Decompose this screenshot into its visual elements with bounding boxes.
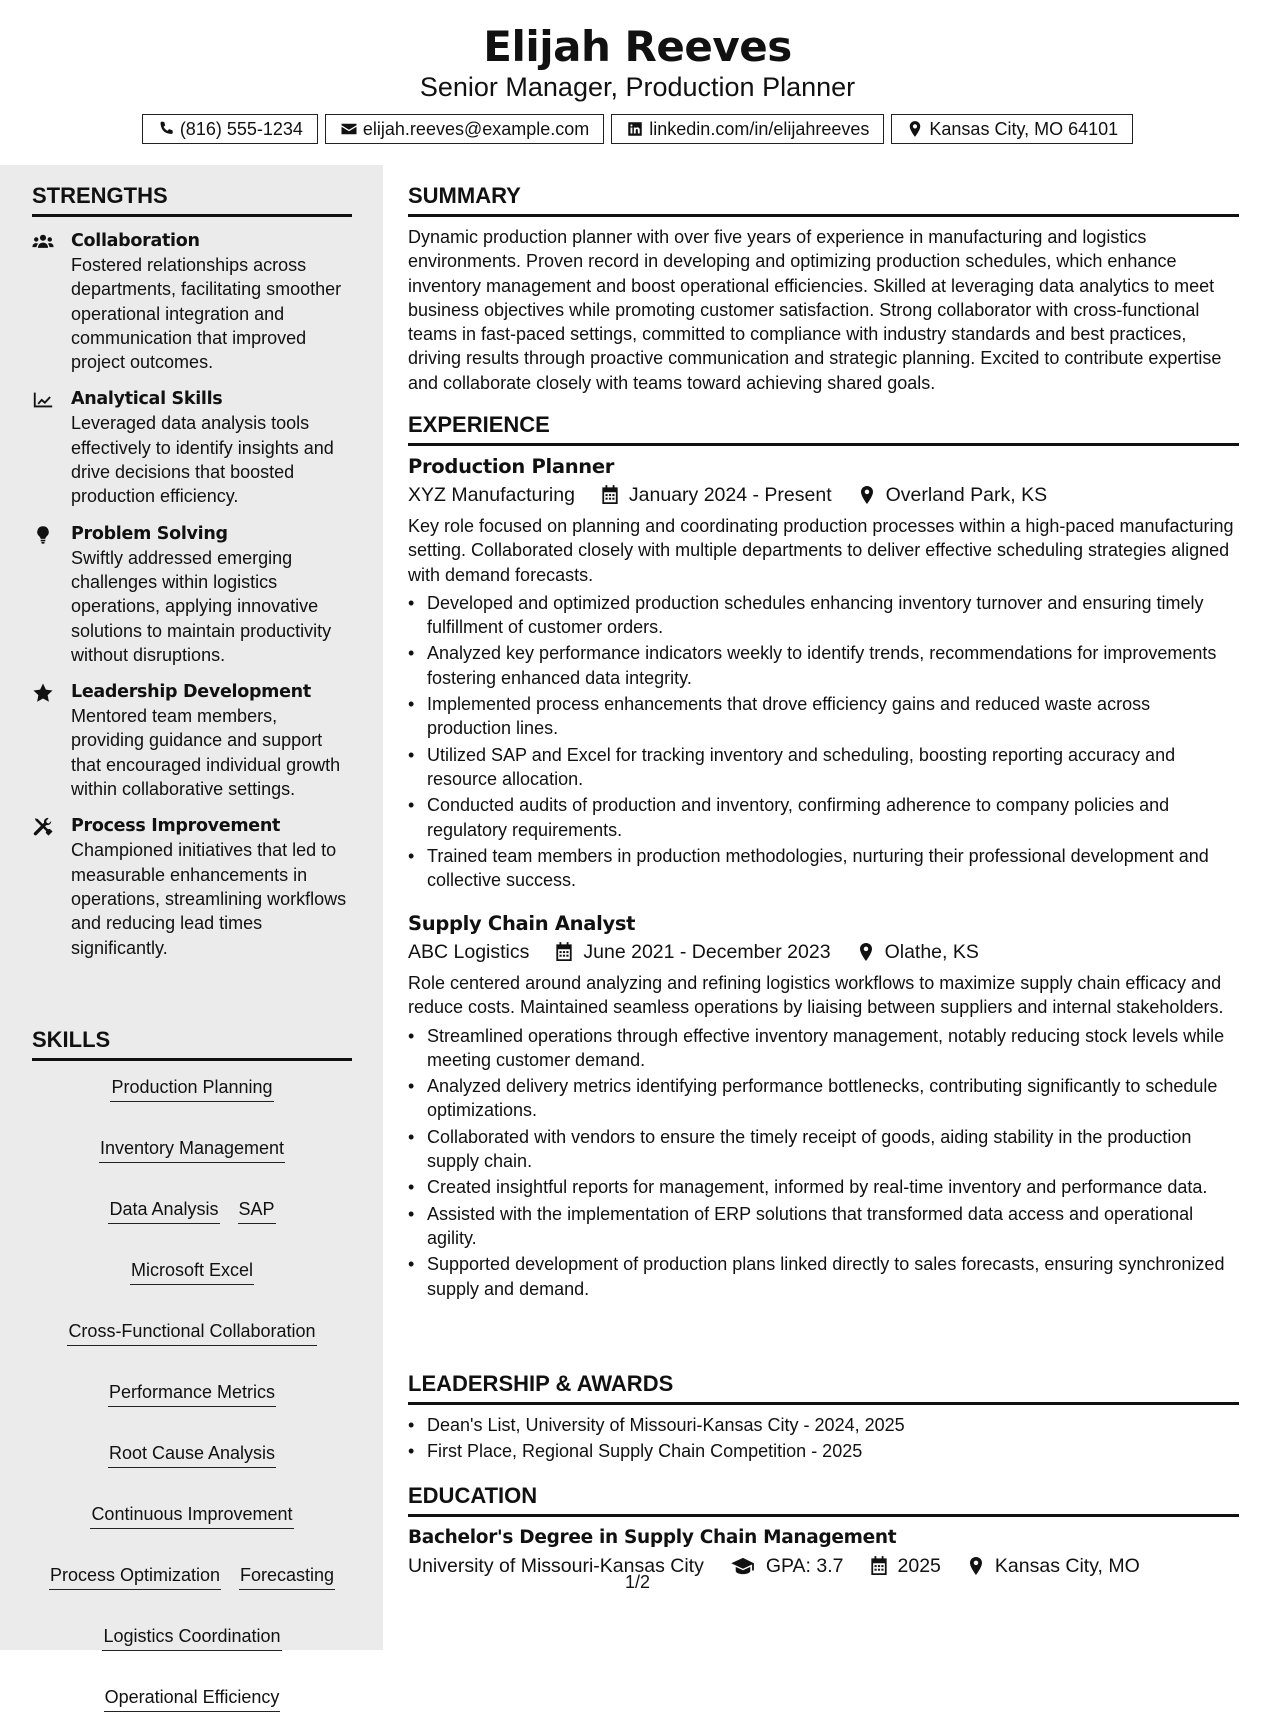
job-bullet: • Conducted audits of production and inventory, confirming adherence to company policies and regulatory requirements. xyxy=(408,793,1239,842)
job-bullet: • Developed and optimized production schedules enhancing inventory turnover and ensuring timely fulfillment of customer orders. xyxy=(408,591,1239,640)
contact-bar xyxy=(0,114,1275,144)
strength-item xyxy=(32,680,352,801)
skill-tag: Data Analysis xyxy=(108,1197,219,1224)
contact-email-text: elijah.reeves@example.com xyxy=(362,118,590,139)
graduation-year: 2025 xyxy=(897,1555,941,1577)
job-bullet: • Implemented process enhancements that drove efficiency gains and reduced waste across production lines. xyxy=(408,692,1239,741)
strength-item xyxy=(32,522,352,667)
job-dates: January 2024 - Present xyxy=(628,484,832,506)
job-company: ABC Logistics xyxy=(408,941,530,963)
skill-tag: Inventory Management xyxy=(99,1136,285,1163)
job-bullet: • Collaborated with vendors to ensure the timely receipt of goods, aiding stability in the production supply chain. xyxy=(408,1125,1239,1174)
job-bullet: • Trained team members in production methodologies, nurturing their professional development and collective success. xyxy=(408,844,1239,893)
education-section xyxy=(408,1483,1239,1581)
education-location: Kansas City, MO xyxy=(994,1555,1140,1577)
strength-description: Mentored team members, providing guidance and support that encouraged individual growth within collaborative settings. xyxy=(71,706,341,800)
awards-section xyxy=(408,1371,1239,1466)
job-entry xyxy=(408,911,1239,1303)
summary-heading: SUMMARY xyxy=(408,183,1239,217)
resume-header xyxy=(0,0,1275,165)
lightbulb-icon xyxy=(32,525,56,545)
skill-tag: Performance Metrics xyxy=(108,1380,276,1407)
contact-linkedin-text: linkedin.com/in/elijahreeves xyxy=(649,118,870,139)
job-description: Role centered around analyzing and refining logistics workflows to maximize supply chain efficacy and reduce costs. Maintained seamless operations by liaising between suppliers and internal stakeholders. xyxy=(408,973,1224,1018)
strength-item xyxy=(32,814,352,959)
experience-section xyxy=(408,412,1239,894)
strengths-heading: STRENGTHS xyxy=(32,183,352,217)
job-title: Supply Chain Analyst xyxy=(408,912,636,935)
strength-title: Process Improvement xyxy=(71,816,281,837)
job-bullet: • Utilized SAP and Excel for tracking inventory and scheduling, boosting reporting accuracy and resource allocation. xyxy=(408,743,1239,792)
skill-tag: Production Planning xyxy=(110,1075,273,1102)
job-bullet: • Supported development of production plans linked directly to sales forecasts, ensuring synchronized supply and demand. xyxy=(408,1252,1239,1301)
skill-tag: Logistics Coordination xyxy=(102,1624,281,1651)
experience-heading: EXPERIENCE xyxy=(408,412,1239,446)
job-bullets xyxy=(408,1024,1239,1301)
skill-tag: Process Optimization xyxy=(49,1563,221,1590)
job-company: XYZ Manufacturing xyxy=(408,484,575,506)
summary-text: Dynamic production planner with over five years of experience in manufacturing and logistics environments. Proven record in developing and optimizing production schedules, which enhance inventory management and boost operational efficiencies. Skilled at leveraging data analytics to meet business objectives while promoting customer satisfaction. Strong collaborator with cross-functional teams in fast-paced settings, committed to compliance with industry standards and best practices, driving results through proactive communication and strategic planning. Excited to contribute expertise and collaborate closely with teams toward achieving shared goals. xyxy=(408,227,1222,393)
strength-description: Swiftly addressed emerging challenges within logistics operations, applying innovative solutions to maintain productivity without disruptions. xyxy=(71,547,332,665)
job-bullet: • Analyzed delivery metrics identifying performance bottlenecks, contributing significantly to schedule optimizations. xyxy=(408,1074,1239,1123)
skill-tag: Operational Efficiency xyxy=(104,1685,281,1712)
job-entry xyxy=(408,454,1239,892)
star-icon xyxy=(32,683,56,703)
users-icon xyxy=(32,232,56,252)
school-name: University of Missouri-Kansas City xyxy=(408,1555,704,1577)
envelope-icon xyxy=(340,120,358,138)
strength-description: Championed initiatives that led to measurable enhancements in operations, streamlining workflows and reducing lead times significantly. xyxy=(71,840,347,958)
sidebar xyxy=(0,165,383,1707)
job-bullet: • Analyzed key performance indicators weekly to identify trends, recommendations for improvements fostering enhanced data integrity. xyxy=(408,641,1239,690)
strength-description: Fostered relationships across departments, facilitating smoother operational integration and communication that improved project outcomes. xyxy=(71,255,342,373)
map-marker-icon xyxy=(858,485,876,505)
calendar-icon xyxy=(555,942,573,962)
strength-item xyxy=(32,229,352,374)
job-bullets xyxy=(408,591,1239,893)
job-location: Overland Park, KS xyxy=(885,484,1048,506)
degree-title: Bachelor's Degree in Supply Chain Management xyxy=(408,1527,897,1548)
chart-line-icon xyxy=(32,390,56,410)
strength-description: Leveraged data analysis tools effectively to identify insights and drive decisions that boosted production efficiency. xyxy=(71,413,334,507)
map-marker-icon xyxy=(857,942,875,962)
job-meta xyxy=(408,480,1239,510)
job-meta xyxy=(408,937,1239,967)
strength-title: Problem Solving xyxy=(71,523,228,544)
contact-email[interactable] xyxy=(325,114,604,144)
job-bullet: • Assisted with the implementation of ERP solutions that transformed data access and operational agility. xyxy=(408,1202,1239,1251)
job-bullet: • Streamlined operations through effective inventory management, notably reducing stock levels while meeting customer demand. xyxy=(408,1024,1239,1073)
awards-list xyxy=(408,1413,1239,1464)
skill-tag: Root Cause Analysis xyxy=(108,1441,276,1468)
skill-tag: Continuous Improvement xyxy=(90,1502,293,1529)
calendar-icon xyxy=(601,485,619,505)
strength-item xyxy=(32,387,352,508)
job-location: Olathe, KS xyxy=(884,941,979,963)
contact-location-text: Kansas City, MO 64101 xyxy=(929,118,1119,139)
contact-phone[interactable] xyxy=(142,114,318,144)
skills-list xyxy=(32,1061,352,1712)
gpa-text: GPA: 3.7 xyxy=(765,1555,844,1577)
skills-section xyxy=(32,1027,352,1712)
skill-tag: Cross-Functional Collaboration xyxy=(67,1319,316,1346)
strength-title: Leadership Development xyxy=(71,682,311,703)
education-heading: EDUCATION xyxy=(408,1483,1239,1517)
tools-icon xyxy=(32,817,56,837)
candidate-title: Senior Manager, Production Planner xyxy=(419,72,856,102)
skill-tag: Forecasting xyxy=(239,1563,335,1590)
summary-section xyxy=(408,183,1239,395)
contact-phone-text: (816) 555-1234 xyxy=(179,118,303,139)
job-title: Production Planner xyxy=(408,455,615,478)
page-number: 1/2 xyxy=(624,1572,651,1592)
contact-linkedin[interactable] xyxy=(611,114,884,144)
job-bullet: • Created insightful reports for management, informed by real-time inventory and performance data. xyxy=(408,1175,1239,1199)
strength-title: Collaboration xyxy=(71,231,200,251)
strengths-section xyxy=(32,183,352,973)
candidate-name: Elijah Reeves xyxy=(483,22,792,71)
skill-tag: SAP xyxy=(238,1197,276,1224)
award-item: • First Place, Regional Supply Chain Competition - 2025 xyxy=(408,1439,1239,1463)
skills-heading: SKILLS xyxy=(32,1027,352,1061)
awards-heading: LEADERSHIP & AWARDS xyxy=(408,1371,1239,1405)
phone-icon xyxy=(157,120,175,138)
linkedin-icon xyxy=(626,120,644,138)
job-description: Key role focused on planning and coordinating production processes within a high-paced manufacturing setting. Collaborated closely with multiple departments to deliver effective scheduling strategies aligned with demand forecasts. xyxy=(408,516,1234,585)
skill-tag: Microsoft Excel xyxy=(130,1258,254,1285)
map-marker-icon xyxy=(906,120,924,138)
contact-location[interactable] xyxy=(891,114,1133,144)
job-dates: June 2021 - December 2023 xyxy=(583,941,831,963)
strength-title: Analytical Skills xyxy=(71,389,223,410)
award-item: • Dean's List, University of Missouri-Kansas City - 2024, 2025 xyxy=(408,1413,1239,1437)
